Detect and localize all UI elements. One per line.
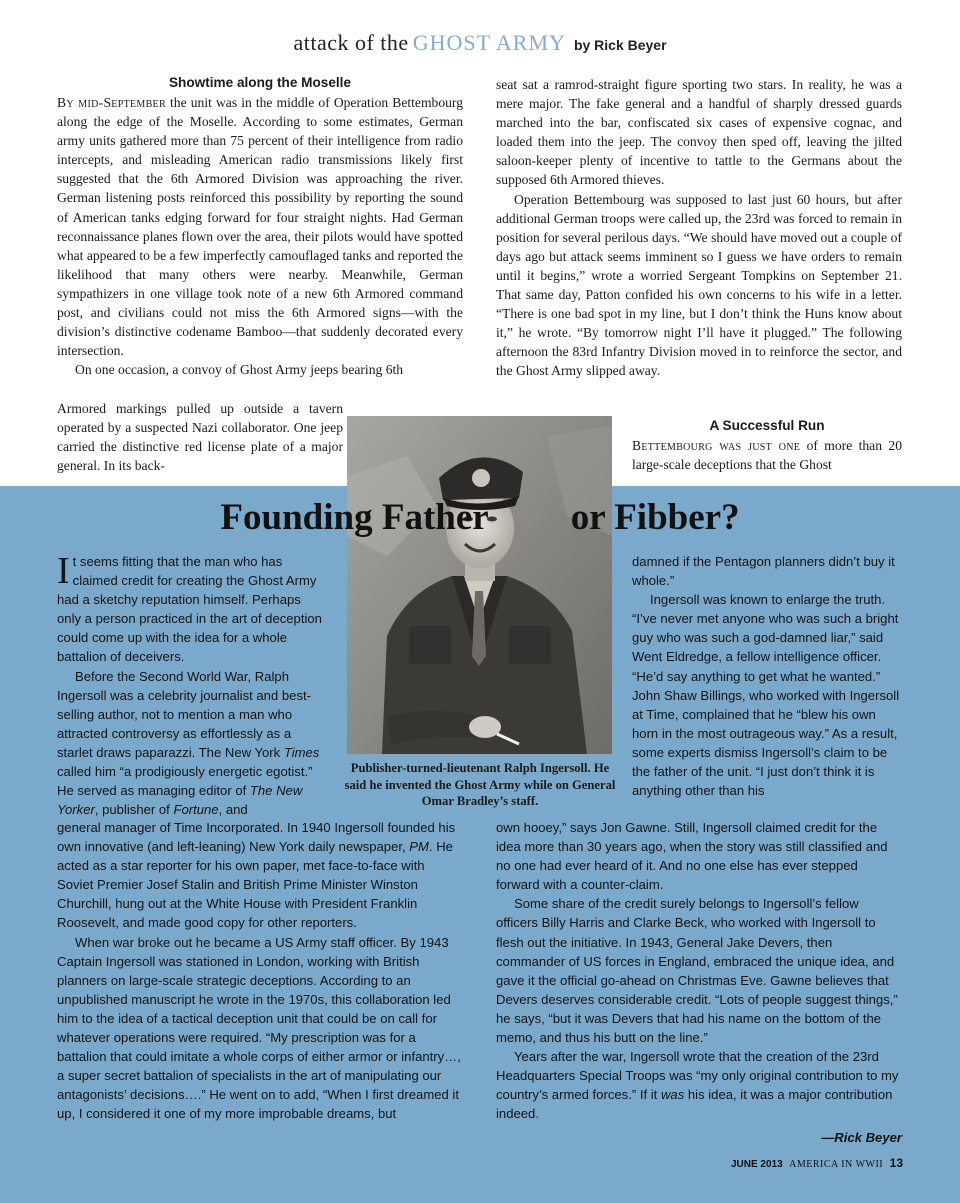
page-footer xyxy=(0,1156,903,1170)
article-column-2 xyxy=(496,75,902,381)
section-heading-successful-run: A Successful Run xyxy=(709,418,825,433)
sidebar-paragraph: own hooey,” says Jon Gawne. Still, Ingersoll claimed credit for the idea more than 30 years ago, when the story was still classified and no one had ever heard of it. And no one else has ever stepped forward with a counter-claim. xyxy=(496,820,888,893)
page-number: 13 xyxy=(889,1156,903,1170)
sidebar-signature: —Rick Beyer xyxy=(821,1129,902,1145)
italic-title: PM xyxy=(409,839,429,855)
sidebar-title xyxy=(0,496,960,539)
sidebar-title-part-2: or Fibber? xyxy=(570,497,740,538)
sidebar-paragraph: general manager of Time Incorporated. In 1940 Ingersoll founded his own innovative (and left-leaning) New York daily newspaper, PM. He acted as a star reporter for his own paper, met face-to-face with Soviet Premier Josef Stalin and British Prime Minister Winston Churchill, hung out at the White House with President Franklin Roosevelt, and made good copy for other reporters. xyxy=(57,820,456,931)
sidebar-paragraph xyxy=(57,552,327,667)
sidebar-paragraph: damned if the Pentagon planners didn’t buy it whole.” xyxy=(632,554,895,589)
header-title-highlight: GHOST ARMY xyxy=(412,30,566,55)
article-column-1 xyxy=(57,73,463,379)
paragraph-lead-in: By mid-September xyxy=(57,95,166,110)
sidebar-paragraph: Ingersoll was known to enlarge the truth. “I’ve never met anyone who was such a bright guy who was such a god-damned liar,” said Went Eldredge, a fellow intelligence officer. “He’d say anything to get what he wanted.” John Shaw Billings, who worked with Ingersoll at Time, complained that he “blew his own horn in the most outrageous way.” As a result, some experts dismiss Ingersoll’s claim to be the father of the unit. “I just don’t think it is anything other than his xyxy=(632,592,900,799)
article-paragraph xyxy=(57,93,463,360)
sidebar-column-1 xyxy=(57,552,327,819)
sidebar-paragraph: Years after the war, Ingersoll wrote that the creation of the 23rd Headquarters Special Troops was “my only original contribution to my country’s armed forces.” If it was his idea, it was a major contribution indeed. xyxy=(496,1049,899,1122)
footer-magazine: AMERICA IN WWII xyxy=(789,1159,884,1170)
italic-title: The New Yorker xyxy=(57,783,303,818)
drop-cap: I xyxy=(57,550,70,592)
sidebar-column-1-continued xyxy=(57,818,463,1124)
article-paragraph xyxy=(632,436,902,474)
paragraph-lead-in: Bettembourg was just one xyxy=(632,438,801,453)
header-title-prefix: attack of the xyxy=(293,30,409,55)
footer-date: JUNE 2013 xyxy=(730,1159,783,1170)
paragraph-text: of more than 20 large-scale deceptions that the Ghost xyxy=(632,438,902,473)
sidebar-column-2 xyxy=(632,552,902,800)
sidebar-title-part-1: Founding Father xyxy=(220,497,489,538)
article-paragraph: seat sat a ramrod-straight figure sporting two stars. In reality, he was a mere major. The fake general and a handful of sharply dressed guards marched into the bar, confiscated six cases of expensive cognac, and loaded them into the jeep. The convoy then sped off, leaving the jilted saloon-keeper plenty of incentive to tattle to the Germans about the supposed 6th Armored thieves. xyxy=(496,77,902,188)
photo-caption: Publisher-turned-lieutenant Ralph Ingersoll. He said he invented the Ghost Army while on General Omar Bradley’s staff. xyxy=(344,761,616,808)
portrait-illustration xyxy=(347,416,612,754)
italic-title: Times xyxy=(283,744,320,760)
page-header xyxy=(0,30,960,56)
section-heading-showtime: Showtime along the Moselle xyxy=(168,75,352,90)
article-paragraph: On one occasion, a convoy of Ghost Army jeeps bearing 6th xyxy=(75,362,404,378)
article-column-1-continued xyxy=(57,399,343,475)
article-paragraph: Armored markings pulled up outside a tavern operated by a suspected Nazi collaborator. One jeep carried the distinctive red license plate of a major general. In its back- xyxy=(57,401,343,474)
header-byline: by Rick Beyer xyxy=(573,37,667,53)
sidebar-paragraph: When war broke out he became a US Army staff officer. By 1943 Captain Ingersoll was stationed in London, working with British planners on large-scale strategic deceptions. According to an unpublished manuscript he wrote in the 1970s, this collaboration led him to the idea of a tactical deception unit that could be on call for whatever operations were required. “My prescription was for a battalion that could imitate a whole corps of either armor or infantry…, a super secret battalion of specialists in the art of manipulating our antagonists’ decisions….” He went on to add, “When I first dreamed it up, I considered it one of my more improbable dreams, but xyxy=(57,934,461,1122)
italic-title: Fortune xyxy=(173,802,219,818)
article-column-2-continued xyxy=(632,416,902,474)
sidebar-paragraph: Before the Second World War, Ralph Ingersoll was a celebrity journalist and best-selling author, not to mention a man who attracted controversy as effortlessly as a starlet draws paparazzi. The New York Times called him “a prodigiously energetic egotist.” He served as managing editor of The New Yorker, publisher of Fortune, and xyxy=(57,668,320,818)
portrait-photo xyxy=(347,416,612,754)
article-paragraph: Operation Bettembourg was supposed to last just 60 hours, but after additional German troops were called up, the 23rd was forced to remain in position for several perilous days. “We should have moved out a couple of days ago but attack seems imminent so I guess we have orders to remain until it begins,” wrote a worried Sergeant Tompkins on September 21. That same day, Patton confided his own concerns to his wife in a letter. “There is one bad spot in my line, but I don’t think the Huns know about it,” he wrote. “By tomorrow night I’ll have it plugged.” The following afternoon the 83rd Infantry Division moved in to reinforce the sector, and the Ghost Army slipped away. xyxy=(496,191,902,379)
paragraph-text: t seems fitting that the man who has claimed credit for creating the Ghost Army had a sketchy reputation himself. Perhaps only a person practiced in the art of deception could come up with the idea for a whole battalion of deceivers. xyxy=(57,554,322,665)
paragraph-text: the unit was in the middle of Operation Bettembourg along the edge of the Moselle. According to some estimates, German army units gathered more than 75 percent of their intelligence from radio intercepts, and misleading American radio transmissions likely first suggested that the 6th Armored Division was approaching the river. German listening posts reinforced this possibility by reporting the sound of American tanks edging forward for four straight nights. Had German reconnaissance planes flown over the area, their pilots would have spotted what appeared to be a few imperfectly camouflaged tanks and reported the likelihood that many others were nearby. Meanwhile, German sympathizers in one village took note of a new 6th Armored command post, and civilians could not miss the 6th Armored signs—with the division’s distinctive codename Bamboo—that suddenly decorated every intersection. xyxy=(57,95,463,359)
sidebar-paragraph: Some share of the credit surely belongs to Ingersoll’s fellow officers Billy Harris and Clarke Beck, who worked with Ingersoll to flesh out the initiative. In 1943, General Jake Devers, then commander of US forces in England, embraced the unique idea, and gave it the official go-ahead on Christmas Eve. Gawne believes that Devers deserves considerable credit. “Lots of people suggest things,” he says, “but it was Devers that had his name on the bottom of the memo, and thus his butt on the line.” xyxy=(496,896,898,1046)
italic-word: was xyxy=(660,1087,685,1103)
sidebar-column-2-continued xyxy=(496,818,902,1147)
